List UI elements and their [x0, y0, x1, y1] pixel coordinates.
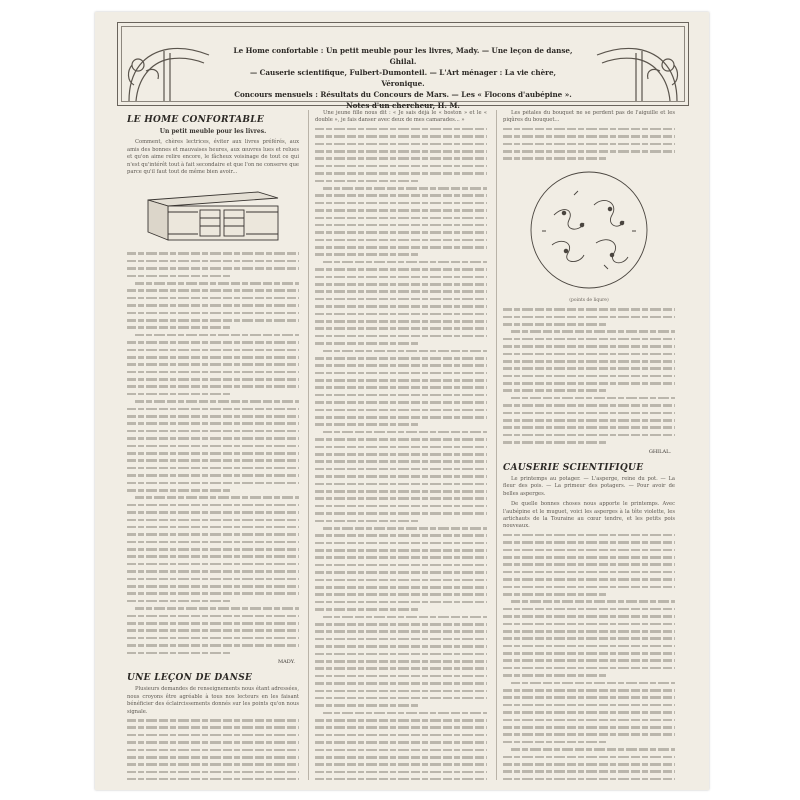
- article-paragraph: De quelle bonnes choses nous apporte le printemps. Avec l'aubépine et le muguet, voici les asperges à la tête violette, les artichauts de la Touraine au cœur tendre, et les petits pois nouveaux.: [503, 501, 675, 530]
- bookcase-illustration: [138, 182, 288, 246]
- section-subtitle: Un petit meuble pour les livres.: [159, 128, 267, 135]
- author-signature: GHILAL.: [648, 448, 671, 455]
- toc-line-2: — Causerie scientifique, Fulbert-Dumonteil. — L'Art ménager : La vie chère, Véronique.: [249, 68, 557, 88]
- toc-line-3: Concours mensuels : Résultats du Concours de Mars. — Les « Flocons d'aubépine ».: [234, 90, 572, 99]
- article-body-text: [127, 252, 299, 654]
- article-paragraph: Comment, chères lectrices, éviter aux livres préférés, aux amis des bonnes et mauvaises heures, aux œuvres lues et relues et qu'on aime relire encore, le fâcheux voisinage de tout ce qui n'est qu'intérêt tout à fait secondaire et que l'on ne conserve que parce qu'il faut tout de même bien avoir...: [127, 139, 299, 176]
- article-paragraph: Le printemps au potager. — L'asperge, reine du pot. — La fleur des pois. — La primeur des potagers. — Pour avoir de belles asperges.: [503, 476, 675, 497]
- article-body-text: [503, 534, 675, 780]
- section-title-lecon-de-danse: UNE LEÇON DE DANSE: [127, 673, 253, 684]
- article-body-text: [503, 128, 675, 160]
- section-title-home-confortable: LE HOME CONFORTABLE: [127, 115, 265, 125]
- section-title-causerie-scientifique: CAUSERIE SCIENTIFIQUE: [503, 463, 644, 473]
- column-divider: [308, 110, 309, 780]
- figure-caption: (points de liqure): [569, 297, 609, 303]
- ornament-right-icon: [592, 41, 682, 107]
- article-body-text: [503, 308, 675, 444]
- toc-line-1: Le Home confortable : Un petit meuble pour les livres, Mady. — Une leçon de danse, Ghilal.: [233, 46, 573, 66]
- header-box: [117, 22, 689, 110]
- article-paragraph: Les pétales du bouquet ne se perdent pas de l'aiguille et les piqûres du bouquet...: [503, 110, 675, 124]
- column-1: [127, 110, 299, 780]
- article-body-text: [315, 128, 487, 780]
- column-3: [503, 110, 675, 780]
- author-signature: MADY.: [278, 658, 295, 665]
- ornament-left-icon: [124, 41, 214, 107]
- toc-line-4: Notes d'un chercheur, H. M.: [346, 101, 460, 110]
- article-paragraph: Plusieurs demandes de renseignements nous étant adressées, nous croyons être agréable à tous nos lecteurs en les faisant bénéficier des éclaircissements donnés sur les points qu'on nous signale.: [127, 686, 299, 715]
- newspaper-page: [95, 12, 709, 790]
- article-body-text: [127, 719, 299, 780]
- column-2: [315, 110, 487, 780]
- article-paragraph: Une jeune fille nous dit : « Je sais déjà le « boston » et le « double », je fais danser avec deux de mes camarades... »: [315, 110, 487, 124]
- dance-steps-diagram: [524, 165, 654, 295]
- article-columns: [127, 110, 677, 780]
- table-of-contents: [228, 45, 578, 111]
- column-divider: [496, 110, 497, 780]
